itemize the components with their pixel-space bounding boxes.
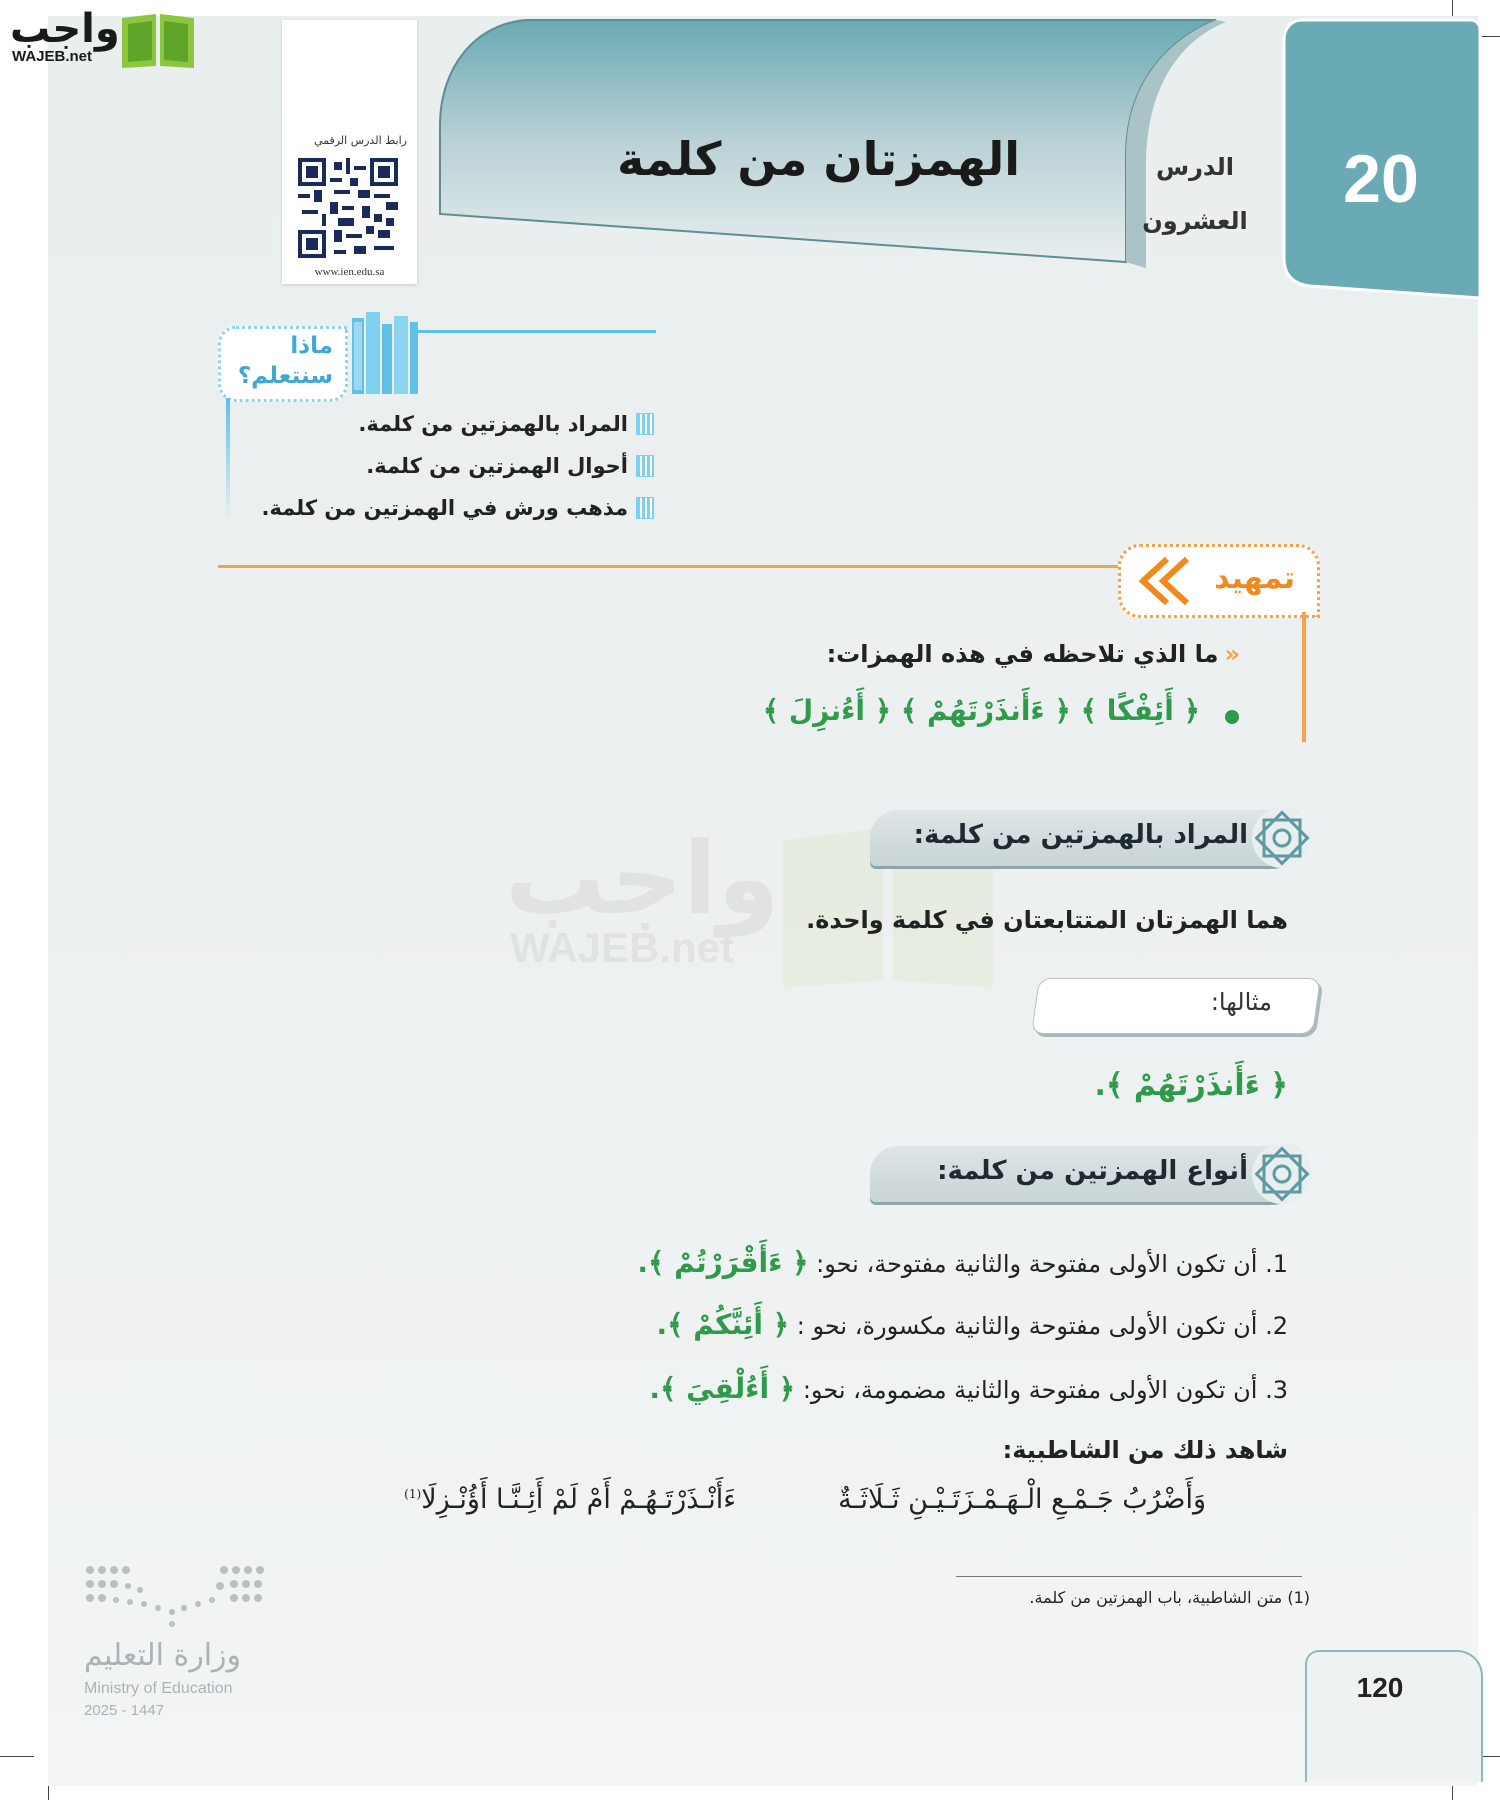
crop-mark xyxy=(1452,1784,1453,1800)
list-item: 2. أن تكون الأولى مفتوحة والثانية مكسورة، نحو : ﴿ أَئِنَّكُمْ ﴾. xyxy=(656,1308,1288,1341)
verse-second-half: ءَأَنْـذَرْتَـهُـمْ أَمْ لَمْ أَئِـنَّـا أَؤُنْـزِلَا$^{(1)}$ xyxy=(404,1484,736,1515)
qr-card[interactable] xyxy=(282,20,417,284)
list-item: 1. أن تكون الأولى مفتوحة والثانية مفتوحة، نحو: ﴿ ءَأَقْرَرْتُمْ ﴾. xyxy=(637,1246,1288,1279)
qr-label: رابط الدرس الرقمي xyxy=(313,134,407,147)
footnote-mark[interactable]: (1) xyxy=(404,1487,422,1501)
lesson-word-1: الدرس xyxy=(1155,153,1235,181)
double-chevron-icon xyxy=(1127,555,1207,607)
divider-line xyxy=(410,330,656,333)
example-label: مثالها: xyxy=(1210,988,1272,1016)
ornament-icon xyxy=(1250,1142,1314,1206)
list-item: مذهب ورش في الهمزتين من كلمة. xyxy=(261,496,654,520)
logo-subtitle: WAJEB.net xyxy=(12,48,93,65)
verse-first-half: وَأَضْرُبُ جَـمْـعِ الْـهَـمْـزَتَـيْـنِ ثَـلَاثَـةٌ xyxy=(838,1484,1206,1515)
learn-label-line-1: ماذا xyxy=(290,333,333,359)
lesson-ordinal xyxy=(1140,140,1250,248)
section-heading xyxy=(870,1146,1310,1202)
bullet-icon xyxy=(1225,710,1239,724)
academic-year: 2025 - 1447 xyxy=(84,1702,165,1719)
footnote: (1) متن الشاطبية، باب الهمزتين من كلمة. xyxy=(1029,1588,1310,1607)
ministry-name-ar: وزارة التعليم xyxy=(84,1638,242,1673)
section-title: أنواع الهمزتين من كلمة: xyxy=(937,1156,1248,1186)
quran-word: ﴿ ءَأَنذَرْتَهُمْ ﴾. xyxy=(1094,1068,1288,1103)
page-title: الهمزتان من كلمة xyxy=(617,132,1020,186)
qr-code-icon[interactable] xyxy=(298,158,398,258)
ministry-name-en: Ministry of Education xyxy=(84,1680,233,1697)
learn-label xyxy=(218,326,348,402)
section-heading xyxy=(870,810,1310,866)
qr-url[interactable]: www.ien.edu.sa xyxy=(314,266,385,278)
list-item: المراد بالهمزتين من كلمة. xyxy=(358,412,654,436)
divider-line xyxy=(1302,612,1306,742)
divider-line xyxy=(218,565,1118,568)
book-icon xyxy=(118,10,198,70)
bullet-icon xyxy=(636,497,654,519)
definition-text: هما الهمزتان المتتابعتان في كلمة واحدة. xyxy=(806,906,1288,934)
intro-badge xyxy=(1118,544,1320,618)
quran-word: ﴿ ءَأَقْرَرْتُمْ ﴾. xyxy=(637,1246,809,1279)
lesson-number: 20 xyxy=(1343,141,1419,217)
section-title: المراد بالهمزتين من كلمة: xyxy=(913,820,1248,850)
learn-label-line-2: سنتعلم؟ xyxy=(237,363,333,389)
crop-mark xyxy=(0,1756,34,1757)
shahid-heading: شاهد ذلك من الشاطبية: xyxy=(1002,1436,1288,1464)
watermark-subtitle: WAJEB.net xyxy=(510,924,735,971)
logo-word: واجب xyxy=(10,6,120,52)
ornament-icon xyxy=(1250,806,1314,870)
chevron-icon: « xyxy=(1224,640,1240,668)
divider-line xyxy=(226,398,230,518)
ministry-logo-icon xyxy=(84,1562,264,1632)
bullet-icon xyxy=(636,413,654,435)
quran-words: ﴿ أَئِفْكًا ﴾ ﴿ ءَأَنذَرْتَهُمْ ﴾ ﴿ أَءُنزِلَ ﴾ xyxy=(762,694,1200,727)
quran-word: ﴿ أَءُلْقِيَ ﴾. xyxy=(649,1372,796,1405)
lesson-word-2: العشرون xyxy=(1142,207,1248,235)
intro-title: تمهيد xyxy=(1214,561,1295,596)
footnote-divider xyxy=(956,1576,1302,1577)
list-item: أحوال الهمزتين من كلمة. xyxy=(366,454,654,478)
example-box xyxy=(1031,978,1321,1034)
books-icon xyxy=(350,312,420,396)
intro-question: «ما الذي تلاحظه في هذه الهمزات: xyxy=(826,640,1240,668)
wajeb-logo[interactable] xyxy=(10,6,190,66)
bullet-icon xyxy=(636,455,654,477)
quran-word: ﴿ أَئِنَّكُمْ ﴾. xyxy=(656,1308,790,1341)
page-number-box xyxy=(1305,1650,1483,1782)
watermark-text: واجب xyxy=(505,820,780,937)
list-item: 3. أن تكون الأولى مفتوحة والثانية مضمومة، نحو: ﴿ أَءُلْقِيَ ﴾. xyxy=(649,1372,1288,1405)
page-number: 120 xyxy=(1356,1672,1404,1703)
